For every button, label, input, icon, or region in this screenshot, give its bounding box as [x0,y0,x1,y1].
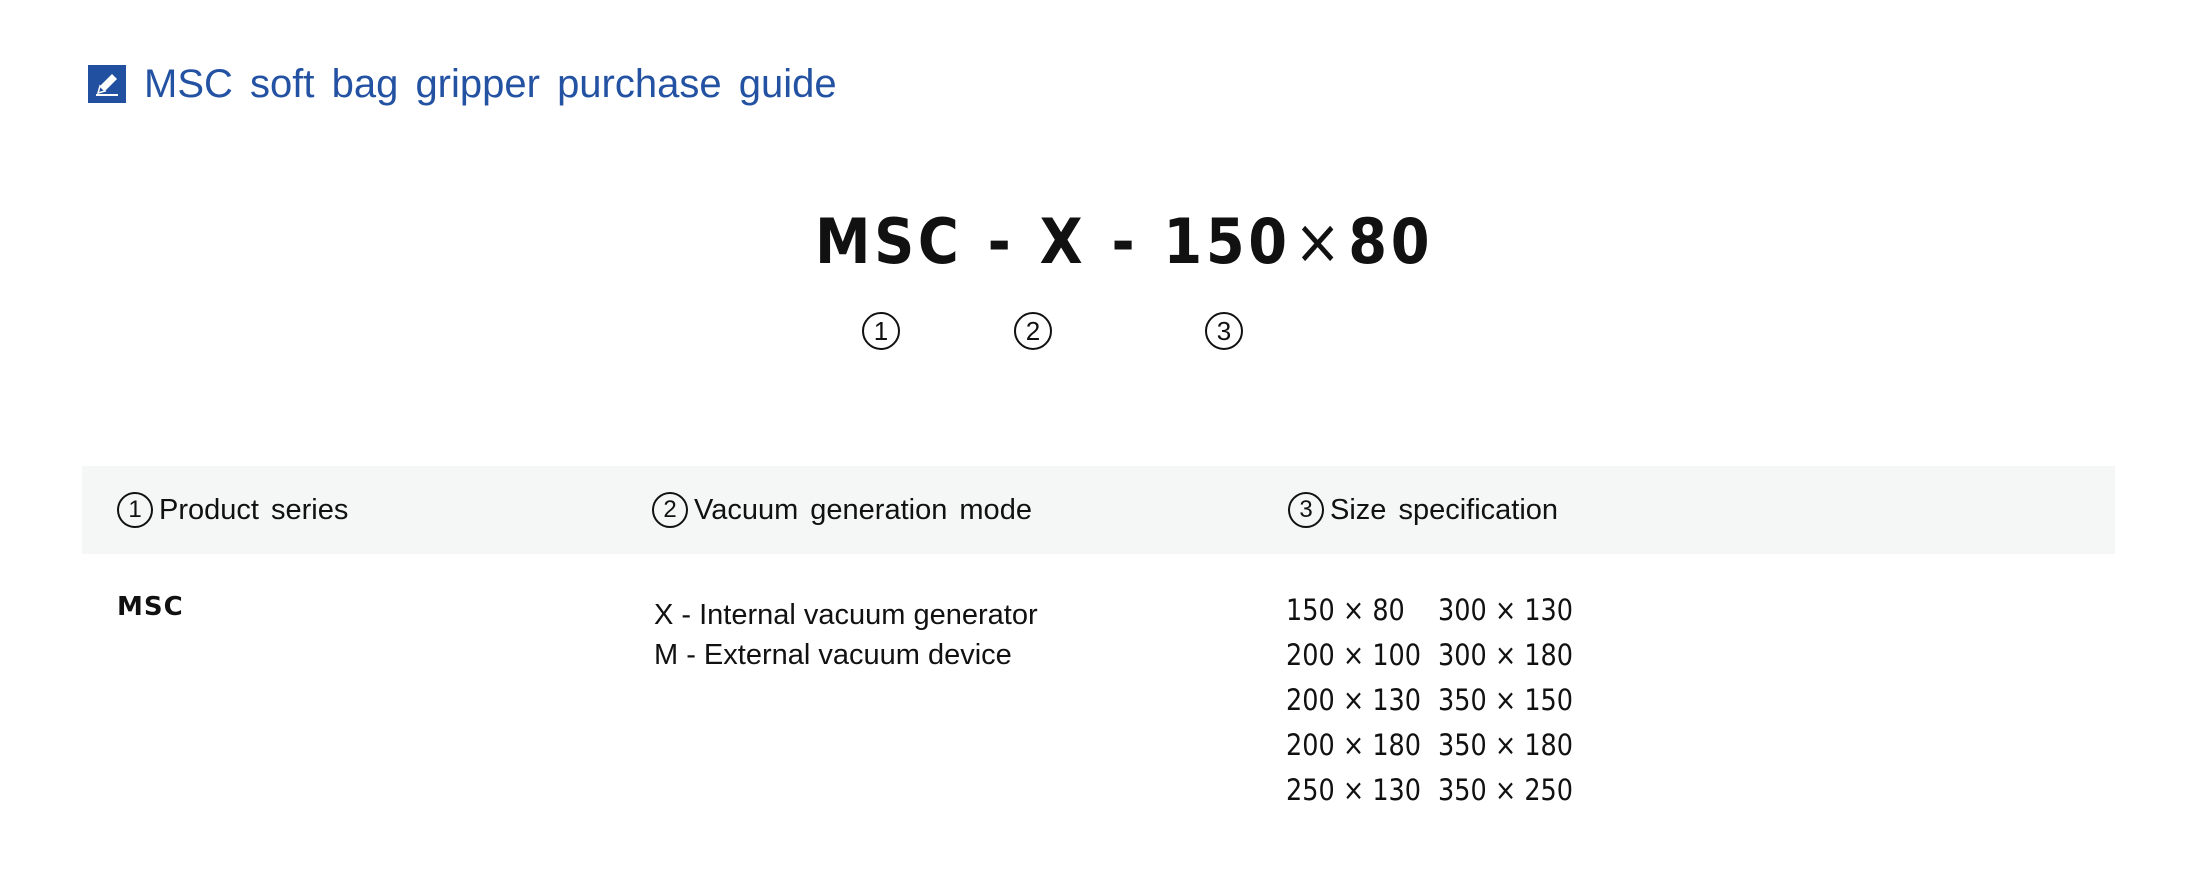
header-label: Product series [159,493,349,526]
size-spec-item: 200 × 180 [1286,728,1422,762]
code-separator: - [1111,205,1139,278]
header-label: Vacuum generation mode [694,493,1032,526]
header-number: 3 [1288,492,1324,528]
size-spec-item: 350 × 150 [1438,683,1574,717]
size-spec-item: 300 × 130 [1438,593,1574,627]
size-spec-item: 200 × 100 [1286,638,1422,672]
marker-1: 1 [862,312,900,350]
size-spec-grid [1286,588,1590,813]
size-spec-item: 150 × 80 [1286,593,1405,627]
vacuum-mode-list [654,595,1038,675]
marker-2: 2 [1014,312,1052,350]
header-size-spec [1288,490,1558,530]
code-times: × [1294,205,1345,278]
product-series-value: MSC [117,592,184,622]
marker-3: 3 [1205,312,1243,350]
vacuum-mode-item: M - External vacuum device [654,639,1012,671]
header-product-series [117,490,348,530]
model-code [815,205,1433,278]
size-spec-item: 200 × 130 [1286,683,1422,717]
header-label: Size specification [1330,493,1559,526]
code-separator: - [987,205,1015,278]
vacuum-mode-item: X - Internal vacuum generator [654,599,1038,631]
size-spec-item: 300 × 180 [1438,638,1574,672]
page-title-text: MSC soft bag gripper purchase guide [144,61,837,106]
size-spec-item: 250 × 130 [1286,773,1422,807]
edit-pencil-icon [88,65,126,103]
code-mode: X [1039,205,1087,278]
table-header [82,466,2115,554]
size-spec-item: 350 × 250 [1438,773,1574,807]
code-size-width: 150 [1163,205,1291,278]
header-vacuum-mode [652,490,1032,530]
page-title [88,62,837,106]
header-number: 1 [117,492,153,528]
header-number: 2 [652,492,688,528]
code-series: MSC [815,205,963,278]
size-spec-item: 350 × 180 [1438,728,1574,762]
code-size-height: 80 [1348,205,1434,278]
